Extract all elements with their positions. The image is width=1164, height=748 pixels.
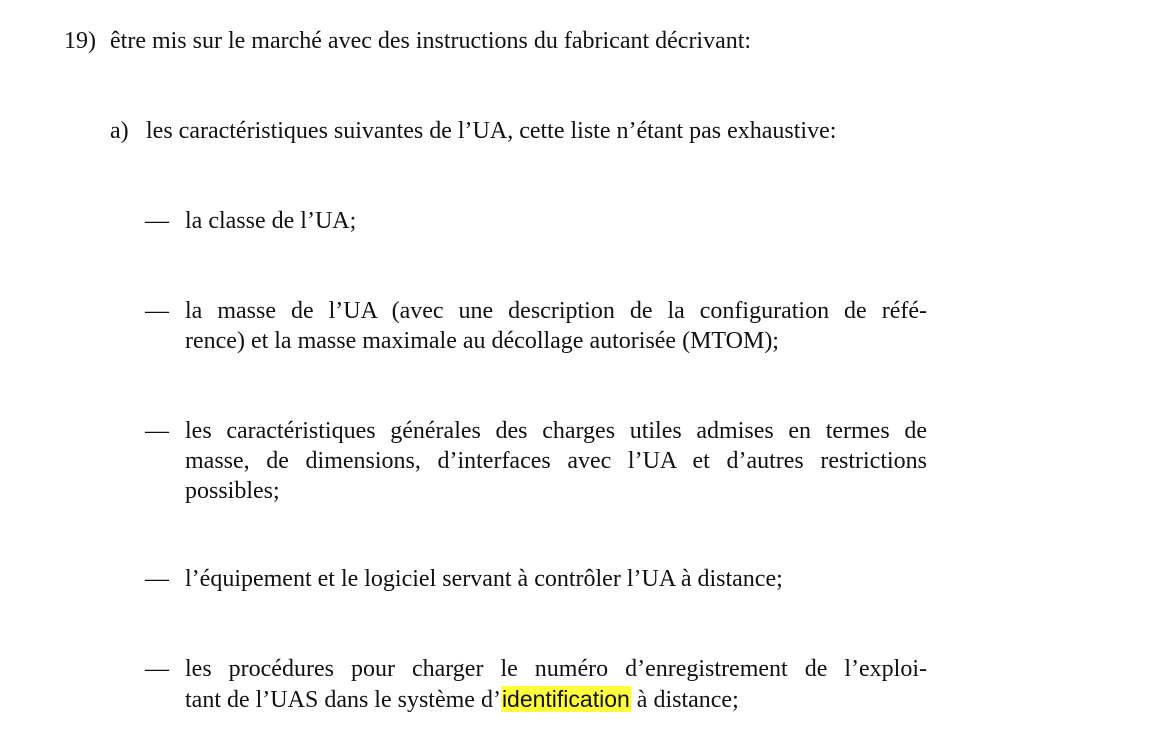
text-line bbox=[185, 684, 927, 715]
dash-marker: — bbox=[145, 566, 169, 592]
item-text: les caractéristiques suivantes de l’UA, cette liste n’étant pas exhaustive: bbox=[146, 118, 837, 144]
dash-marker: — bbox=[145, 656, 169, 682]
dash-item-text bbox=[185, 416, 927, 506]
dash-marker: — bbox=[145, 208, 169, 234]
dash-item-text bbox=[185, 564, 783, 594]
dash-item-text bbox=[185, 654, 927, 715]
text-line: masse, de dimensions, d’interfaces avec l’UA et d’autres restrictions bbox=[185, 448, 927, 474]
text-line: les procédures pour charger le numéro d’enregistrement de l’exploi- bbox=[185, 656, 927, 682]
text-line: possibles; bbox=[185, 478, 280, 504]
text-line: les caractéristiques générales des charges utiles admises en termes de bbox=[185, 418, 927, 444]
text-line: la classe de l’UA; bbox=[185, 208, 357, 234]
item-text: être mis sur le marché avec des instructions du fabricant décrivant: bbox=[110, 28, 752, 54]
text-fragment: à distance; bbox=[630, 687, 739, 713]
item-marker: 19) bbox=[64, 28, 96, 54]
dash-marker: — bbox=[145, 418, 169, 444]
dash-item-text bbox=[185, 296, 927, 356]
text-line: la masse de l’UA (avec une description de la configuration de réfé- bbox=[185, 298, 927, 324]
dash-item-text bbox=[185, 206, 356, 236]
dash-marker: — bbox=[145, 298, 169, 324]
search-highlight: identification bbox=[501, 686, 630, 712]
item-marker: a) bbox=[110, 118, 129, 144]
text-fragment: tant de l’UAS dans le système d’ bbox=[185, 687, 501, 713]
text-line: rence) et la masse maximale au décollage autorisée (MTOM); bbox=[185, 328, 779, 354]
text-line: l’équipement et le logiciel servant à contrôler l’UA à distance; bbox=[185, 566, 783, 592]
